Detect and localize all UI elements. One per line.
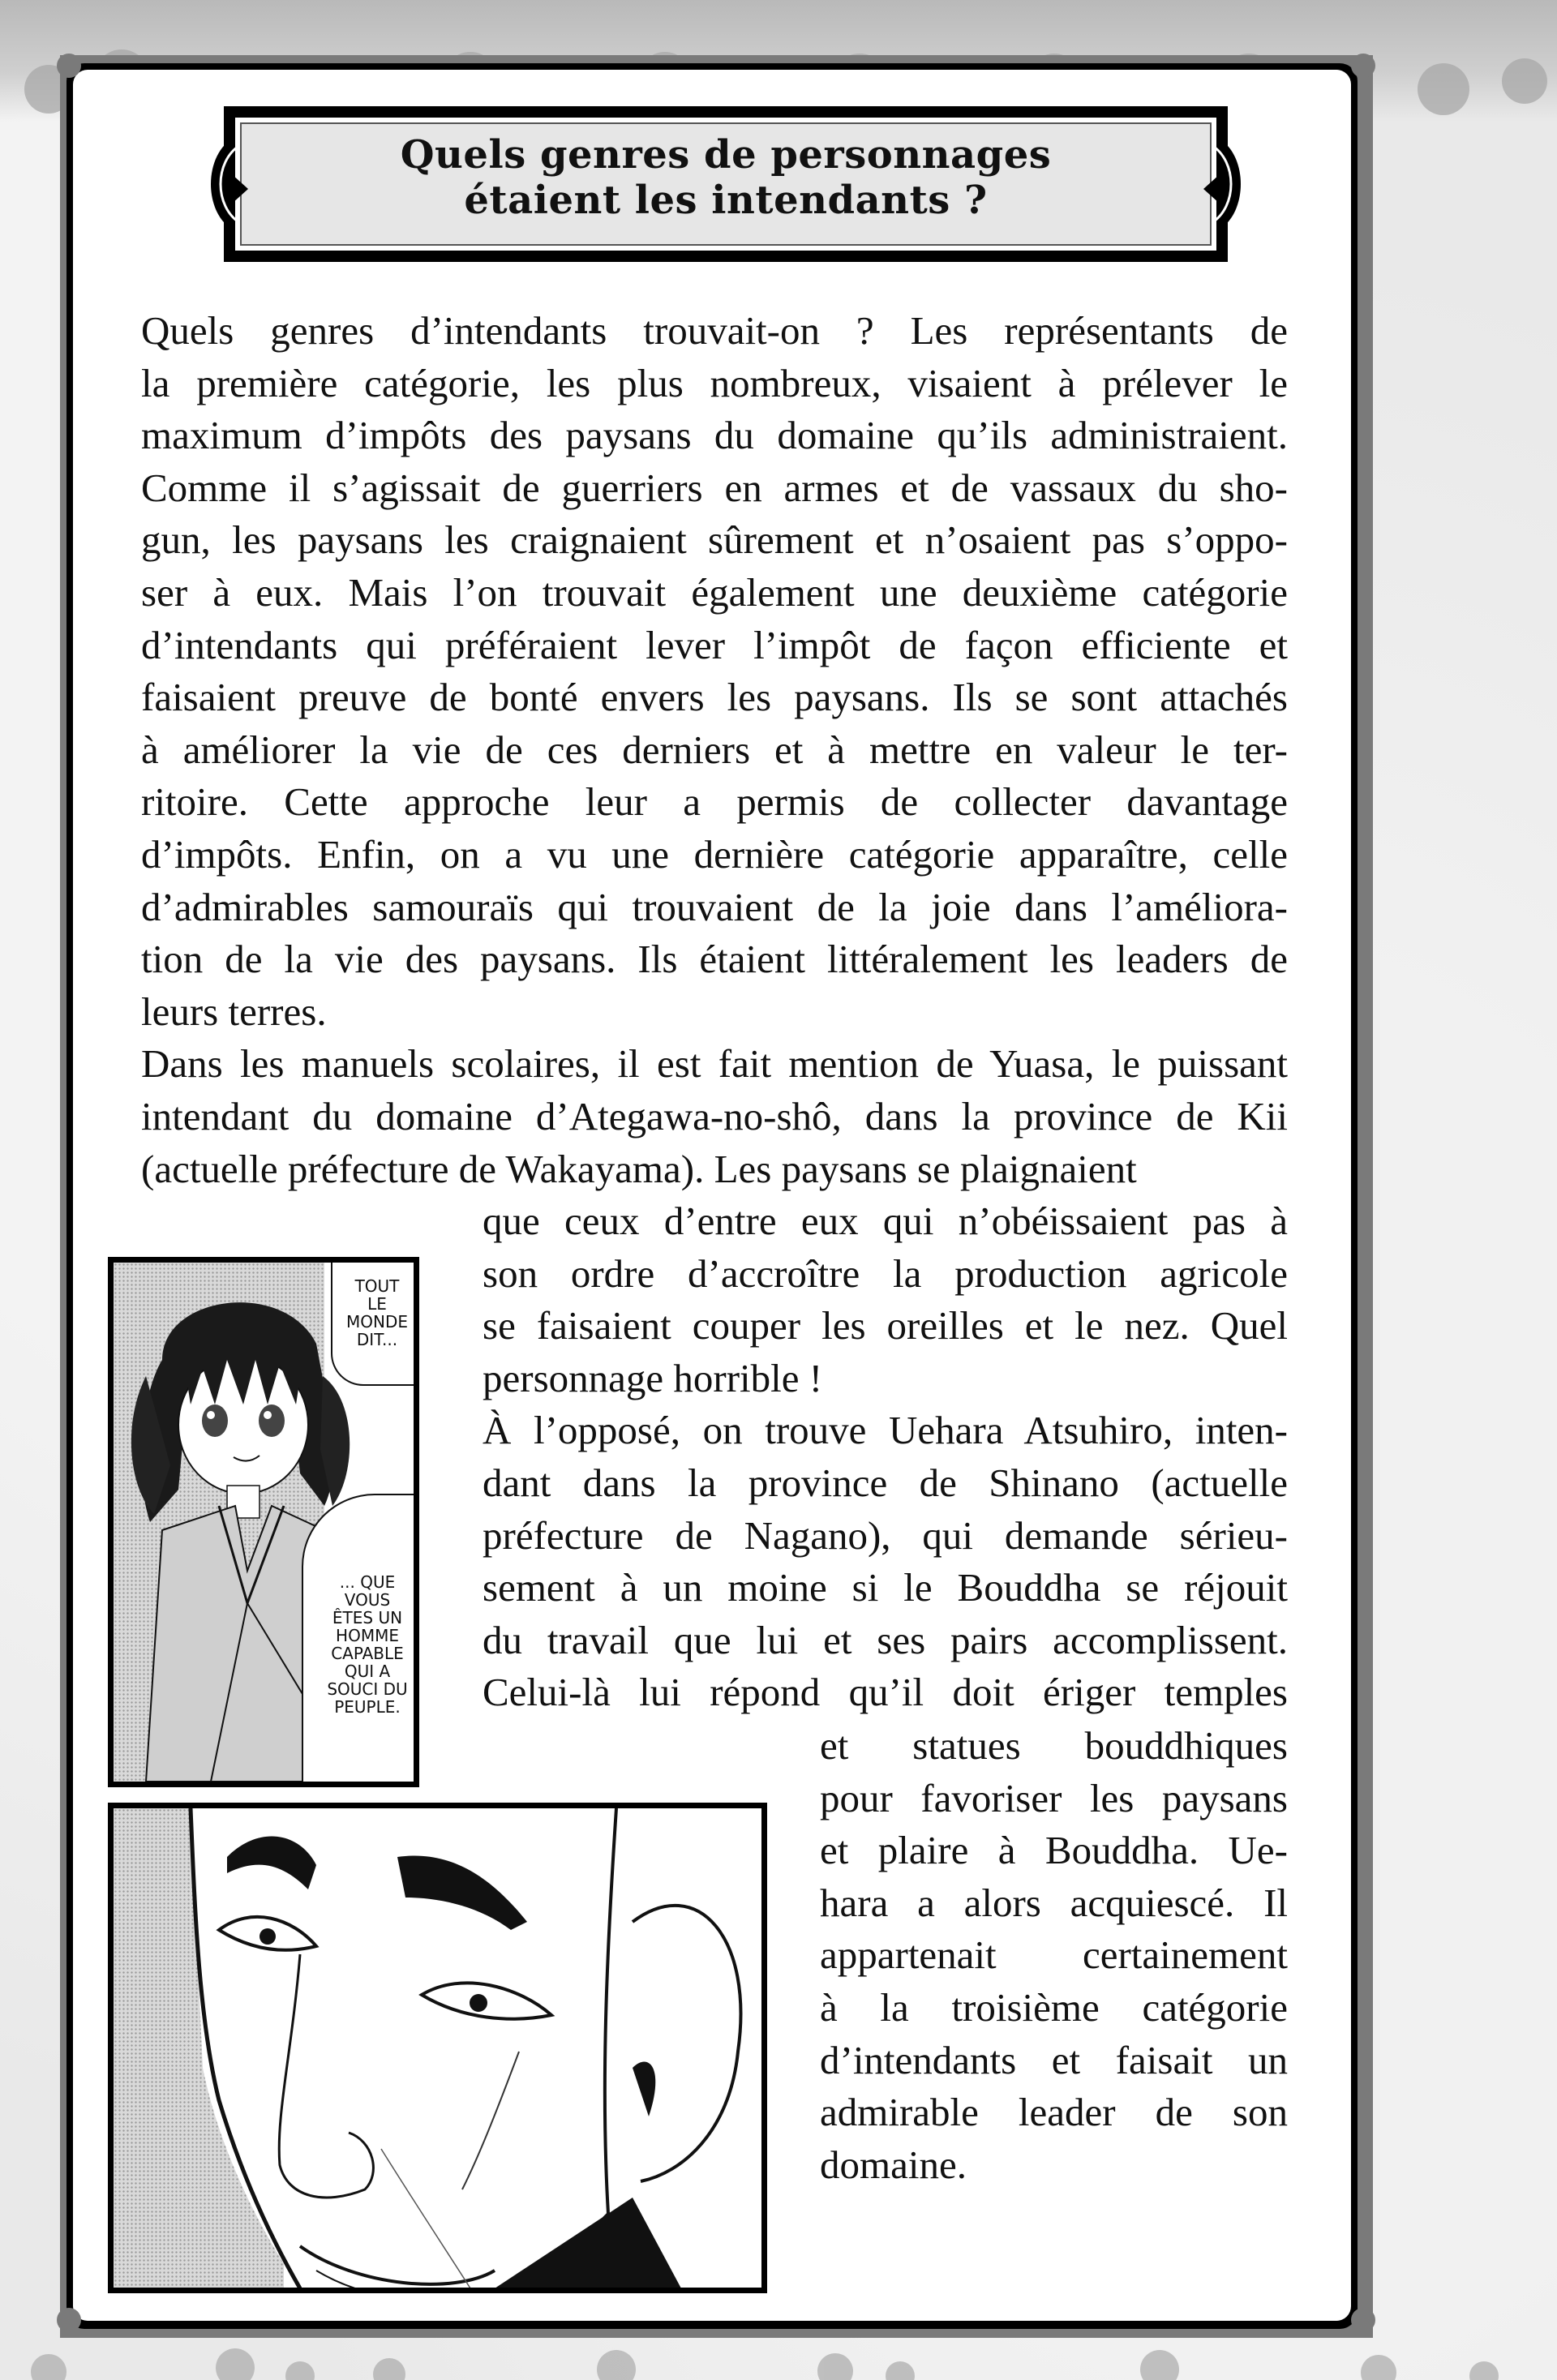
text-line: admirable leader de son bbox=[820, 2090, 1288, 2135]
text-line: d’intendants qui préféraient lever l’impôt de façon efficiente et bbox=[141, 622, 1288, 667]
text-line: la première catégorie, les plus nombreux, visaient à prélever le bbox=[141, 360, 1288, 405]
text-line: faisaient preuve de bonté envers les paysans. Ils se sont attachés bbox=[141, 675, 1288, 720]
page-title-line: étaient les intendants ? bbox=[464, 178, 988, 223]
text-line: son ordre d’accroître la production agricole bbox=[483, 1250, 1288, 1296]
panel-artwork bbox=[114, 1263, 414, 1782]
text-line: tion de la vie des paysans. Ils étaient littéralement les leaders de bbox=[141, 937, 1288, 982]
speech-bubble-text bbox=[315, 1573, 414, 1716]
text-line: hara a alors acquiescé. Il bbox=[820, 1880, 1288, 1925]
text-line: ser à eux. Mais l’on trouvait également une deuxième catégorie bbox=[141, 569, 1288, 615]
text-line: gun, les paysans les craignaient sûrement et n’osaient pas s’oppo- bbox=[141, 517, 1288, 563]
text-line: du travail que lui et ses pairs accomplissent. bbox=[483, 1617, 1288, 1662]
text-line: dant dans la province de Shinano (actuelle bbox=[483, 1460, 1288, 1505]
text-line: Comme il s’agissait de guerriers en armes et de vassaux du sho- bbox=[141, 465, 1288, 510]
speech-bubble-bottom bbox=[302, 1494, 414, 1782]
text-line: (actuelle préfecture de Wakayama). Les paysans se plaignaient bbox=[141, 1146, 1137, 1191]
text-line: personnage horrible ! bbox=[483, 1355, 823, 1400]
speech-line: TOUT bbox=[354, 1276, 400, 1296]
speech-line: SOUCI DU bbox=[327, 1679, 408, 1699]
text-line: à la troisième catégorie bbox=[820, 1984, 1288, 2030]
text-line: se faisaient couper les oreilles et le nez. Quel bbox=[483, 1303, 1288, 1349]
text-line: et plaire à Bouddha. Ue- bbox=[820, 1828, 1288, 1873]
text-line: domaine. bbox=[820, 2142, 967, 2187]
text-line: sement à un moine si le Bouddha se réjouit bbox=[483, 1565, 1288, 1610]
speech-line: PEUPLE. bbox=[334, 1697, 401, 1717]
manga-panel-girl bbox=[108, 1257, 419, 1787]
text-line: que ceux d’entre eux qui n’obéissaient pas à bbox=[483, 1199, 1288, 1243]
body-text-full-width bbox=[141, 305, 1288, 1195]
text-line: maximum d’impôts des paysans du domaine qu’ils administraient. bbox=[141, 413, 1288, 458]
text-line: d’admirables samouraïs qui trouvaient de la joie dans l’améliora- bbox=[141, 884, 1288, 929]
speech-line: CAPABLE bbox=[331, 1644, 404, 1663]
text-line: à améliorer la vie de ces derniers et à mettre en valeur le ter- bbox=[141, 727, 1288, 772]
page-title bbox=[224, 132, 1228, 223]
text-line: préfecture de Nagano), qui demande sérieu- bbox=[483, 1512, 1288, 1558]
speech-line: VOUS bbox=[344, 1590, 391, 1610]
manga-panel-man bbox=[108, 1803, 767, 2293]
text-line: À l’opposé, on trouve Uehara Atsuhiro, inten- bbox=[483, 1408, 1288, 1453]
text-line: Quels genres d’intendants trouvait-on ? Les représentants de bbox=[141, 308, 1288, 353]
decorative-cloud-band-bottom bbox=[0, 2335, 1557, 2380]
speech-bubble-text bbox=[336, 1277, 414, 1349]
text-line: leurs terres. bbox=[141, 988, 327, 1034]
text-line: appartenait certainement bbox=[820, 1932, 1288, 1978]
speech-line: QUI A bbox=[344, 1662, 391, 1681]
speech-line: HOMME bbox=[336, 1626, 399, 1645]
speech-line: LE bbox=[367, 1294, 387, 1314]
speech-line: MONDE bbox=[346, 1312, 408, 1332]
body-text-beside-man-panel bbox=[820, 1720, 1288, 2191]
text-line: d’intendants et faisait un bbox=[820, 2037, 1288, 2082]
speech-line: ÊTES UN bbox=[332, 1608, 403, 1627]
title-banner bbox=[224, 106, 1228, 262]
frame-corner-notch bbox=[1351, 2308, 1375, 2332]
cloud-pattern-icon bbox=[0, 2335, 1557, 2380]
man-face-illustration bbox=[114, 1808, 761, 2288]
text-line: pour favoriser les paysans bbox=[820, 1775, 1288, 1820]
page-title-line: Quels genres de personnages bbox=[400, 132, 1052, 178]
frame-corner-notch bbox=[1351, 54, 1375, 78]
text-line: d’impôts. Enfin, on a vu une dernière catégorie apparaître, celle bbox=[141, 831, 1288, 877]
body-text-beside-girl-panel bbox=[483, 1195, 1288, 1719]
text-line: Celui-là lui répond qu’il doit ériger temples bbox=[483, 1670, 1288, 1715]
text-line: Dans les manuels scolaires, il est fait mention de Yuasa, le puissant bbox=[141, 1041, 1288, 1087]
speech-line: DIT... bbox=[356, 1330, 398, 1349]
text-line: intendant du domaine d’Ategawa-no-shô, dans la province de Kii bbox=[141, 1093, 1288, 1139]
speech-line: ... QUE bbox=[339, 1572, 396, 1592]
text-line: et statues bouddhiques bbox=[820, 1723, 1288, 1768]
panel-artwork bbox=[114, 1808, 761, 2288]
text-line: ritoire. Cette approche leur a permis de collecter davantage bbox=[141, 779, 1288, 825]
speech-bubble-top bbox=[331, 1263, 414, 1386]
frame-corner-notch bbox=[57, 2308, 81, 2332]
frame-corner-notch bbox=[57, 54, 81, 78]
